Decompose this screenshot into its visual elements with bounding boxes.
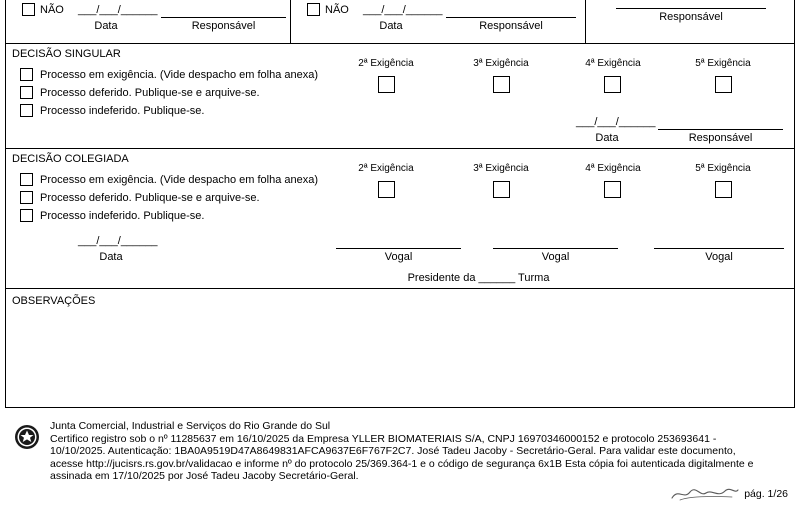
colegiada-exigencia-label-4: 4ª Exigência	[585, 163, 641, 174]
date-caption-1: Data	[94, 20, 118, 32]
nao-group-2	[307, 3, 349, 16]
singular-exigencia-box-4[interactable]	[604, 76, 621, 93]
section-decisao-colegiada	[6, 149, 794, 289]
top-cell-2	[291, 0, 586, 43]
handwritten-signature-icon	[670, 484, 740, 502]
colegiada-option-label-1: Processo em exigência. (Vide despacho em folha anexa)	[40, 173, 319, 186]
responsavel-line-3[interactable]	[616, 8, 766, 9]
colegiada-checkbox-3[interactable]	[20, 209, 33, 222]
presidente-caption: Presidente da ______ Turma	[407, 272, 550, 284]
colegiada-date-caption: Data	[99, 251, 123, 263]
colegiada-option-1[interactable]	[20, 173, 318, 186]
responsavel-caption-2: Responsável	[479, 20, 543, 32]
singular-responsavel-caption: Responsável	[688, 132, 753, 144]
singular-exigencia-box-5[interactable]	[715, 76, 732, 93]
vogal-caption-1: Vogal	[384, 251, 413, 263]
nao-group-1	[22, 3, 64, 16]
singular-option-label-2: Processo deferido. Publique-se e arquive-se.	[40, 86, 260, 99]
colegiada-option-label-3: Processo indeferido. Publique-se.	[40, 209, 205, 222]
singular-date-caption: Data	[595, 132, 619, 144]
singular-option-2[interactable]	[20, 86, 260, 99]
section-observacoes	[6, 289, 794, 407]
singular-exigencia-label-5: 5ª Exigência	[695, 58, 751, 69]
certification-body: Certifico registro sob o nº 11285637 em 16/10/2025 da Empresa YLLER BIOMATERIAIS S/A, CNPJ 16970346000152 e protocolo 253693641 - 10/10/2025. Autenticação: 1BA0A9519D47A8649831AFCA9637E6F767F2C7. José Tadeu Jacoby - Secretário-Geral. Para validar este documento, acesse http://jucisrs.rs.gov.br/validacao e informe nº do protocolo 25/369.364-1 e o código de segurança 6x1B Esta cópia foi autenticada digitalmente e assinada em 17/10/2025 por José Tadeu Jacoby Secretário-Geral.	[50, 432, 754, 483]
colegiada-exigencia-label-3: 3ª Exigência	[473, 163, 529, 174]
form-container	[5, 0, 795, 408]
vogal-line-1[interactable]	[336, 248, 461, 249]
page-number-label: pág. 1/26	[744, 488, 788, 500]
colegiada-checkbox-1[interactable]	[20, 173, 33, 186]
vogal-line-3[interactable]	[654, 248, 784, 249]
singular-checkbox-2[interactable]	[20, 86, 33, 99]
colegiada-exigencia-box-3[interactable]	[493, 181, 510, 198]
vogal-caption-3: Vogal	[705, 251, 733, 263]
certification-org: Junta Comercial, Industrial e Serviços do Rio Grande do Sul	[50, 420, 331, 432]
colegiada-exigencia-box-2[interactable]	[378, 181, 395, 198]
colegiada-exigencia-label-5: 5ª Exigência	[695, 163, 751, 174]
colegiada-option-3[interactable]	[20, 209, 204, 222]
responsavel-caption-3: Responsável	[659, 11, 723, 23]
singular-option-label-1: Processo em exigência. (Vide despacho em folha anexa)	[40, 68, 319, 81]
decisao-colegiada-title: DECISÃO COLEGIADA	[12, 153, 129, 165]
date-blank-1[interactable]: ___/___/______	[78, 4, 158, 16]
decisao-singular-title: DECISÃO SINGULAR	[12, 48, 121, 60]
responsavel-line-1[interactable]	[161, 17, 286, 18]
vogal-line-2[interactable]	[493, 248, 618, 249]
colegiada-exigencia-box-4[interactable]	[604, 181, 621, 198]
certification-text-block	[50, 420, 768, 483]
observacoes-title: OBSERVAÇÕES	[12, 295, 96, 307]
singular-checkbox-3[interactable]	[20, 104, 33, 117]
government-seal-icon	[14, 424, 40, 450]
colegiada-date-blank[interactable]: ___/___/______	[78, 235, 158, 247]
date-caption-2: Data	[379, 20, 403, 32]
certification-footer	[0, 418, 800, 502]
top-cell-1	[6, 0, 291, 43]
colegiada-checkbox-2[interactable]	[20, 191, 33, 204]
singular-exigencia-label-2: 2ª Exigência	[358, 58, 414, 69]
vogal-caption-2: Vogal	[541, 251, 570, 263]
responsavel-line-2[interactable]	[446, 17, 576, 18]
nao-checkbox-1[interactable]	[22, 3, 35, 16]
nao-label-2: NÃO	[325, 3, 349, 16]
section-decisao-singular	[6, 44, 794, 149]
singular-exigencia-label-3: 3ª Exigência	[473, 58, 529, 69]
nao-label-1: NÃO	[40, 3, 64, 16]
singular-exigencia-box-2[interactable]	[378, 76, 395, 93]
colegiada-exigencia-box-5[interactable]	[715, 181, 732, 198]
singular-date-blank[interactable]: ___/___/______	[576, 116, 656, 128]
top-partial-row	[6, 0, 794, 44]
singular-option-label-3: Processo indeferido. Publique-se.	[40, 104, 205, 117]
singular-exigencia-label-4: 4ª Exigência	[585, 58, 641, 69]
singular-exigencia-box-3[interactable]	[493, 76, 510, 93]
colegiada-exigencia-label-2: 2ª Exigência	[358, 163, 414, 174]
singular-checkbox-1[interactable]	[20, 68, 33, 81]
colegiada-option-label-2: Processo deferido. Publique-se e arquive-se.	[40, 191, 260, 204]
singular-responsavel-line[interactable]	[658, 129, 783, 130]
singular-option-1[interactable]	[20, 68, 318, 81]
nao-checkbox-2[interactable]	[307, 3, 320, 16]
singular-option-3[interactable]	[20, 104, 204, 117]
responsavel-caption-1: Responsável	[191, 20, 256, 32]
top-cell-3	[586, 0, 794, 43]
date-blank-2[interactable]: ___/___/______	[363, 4, 443, 16]
colegiada-option-2[interactable]	[20, 191, 260, 204]
